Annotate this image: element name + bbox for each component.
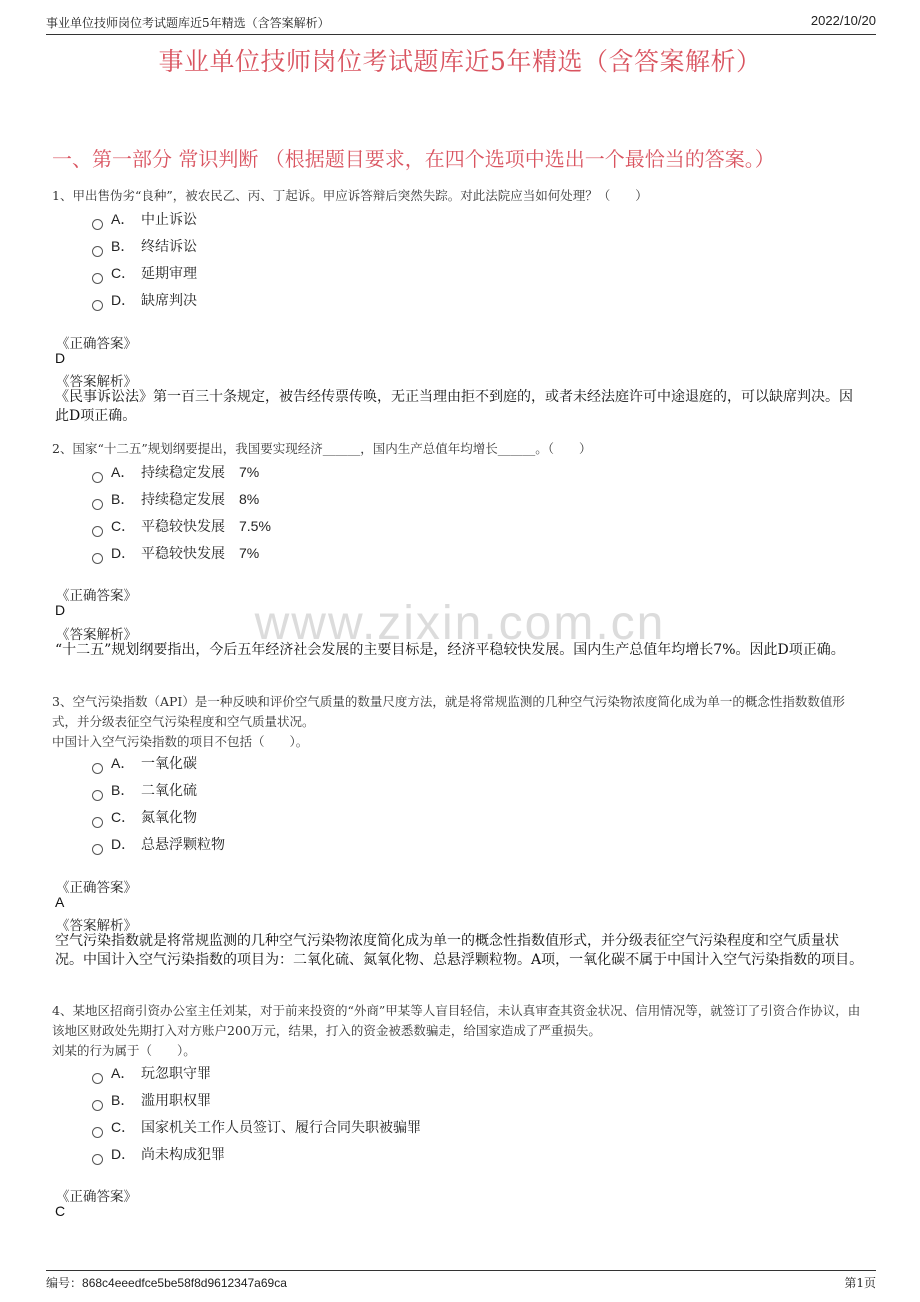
radio-icon[interactable] <box>92 1073 103 1084</box>
question-4-answer: C <box>55 1203 66 1219</box>
question-2-answer: D <box>55 602 66 618</box>
question-4-prompt: 刘某的行为属于（ ）。 <box>52 1043 196 1058</box>
question-3-option-d[interactable]: D． 总悬浮颗粒物 <box>92 834 225 854</box>
question-2-analysis: “十二五”规划纲要指出，今后五年经济社会发展的主要目标是，经济平稳较快发展。国内生产总值年均增长7%。因此D项正确。 <box>55 642 845 658</box>
page-header <box>46 12 876 35</box>
radio-icon[interactable] <box>92 1100 103 1111</box>
radio-icon[interactable] <box>92 1154 103 1165</box>
question-3-stem: 3、空气污染指数（API）是一种反映和评价空气质量的数量尺度方法，就是将常规监测的几种空气污染物浓度简化成为单一的概念性指数数值形式，并分级表征空气污染程度和空气质量状况。 <box>52 694 845 729</box>
radio-icon[interactable] <box>92 219 103 230</box>
radio-icon[interactable] <box>92 844 103 855</box>
radio-icon[interactable] <box>92 763 103 774</box>
question-4-option-d[interactable]: D． 尚未构成犯罪 <box>92 1144 225 1164</box>
radio-icon[interactable] <box>92 1127 103 1138</box>
question-3-analysis-label: 《答案解析》 <box>56 918 137 934</box>
page-number: 第1页 <box>844 1276 876 1290</box>
radio-icon[interactable] <box>92 526 103 537</box>
question-1-option-a[interactable]: A． 中止诉讼 <box>92 209 197 229</box>
question-1-answer-label: 《正确答案》 <box>56 336 137 352</box>
radio-icon[interactable] <box>92 817 103 828</box>
question-2-option-d[interactable]: D． 平稳较快发展 7% <box>92 543 259 563</box>
question-1-option-d[interactable]: D． 缺席判决 <box>92 290 197 310</box>
question-3-option-c[interactable]: C． 氮氧化物 <box>92 807 197 827</box>
question-3-answer: A <box>55 894 65 910</box>
watermark: www.zixin.com.cn <box>254 597 666 650</box>
header-date: 2022/10/20 <box>810 13 876 28</box>
question-1-analysis: 《民事诉讼法》第一百三十条规定，被告经传票传唤，无正当理由拒不到庭的，或者未经法庭许可中途退庭的，可以缺席判决。因此D项正确。 <box>55 389 853 424</box>
question-1-option-c[interactable]: C． 延期审理 <box>92 263 197 283</box>
question-2-option-c[interactable]: C． 平稳较快发展 7.5% <box>92 516 271 536</box>
radio-icon[interactable] <box>92 499 103 510</box>
document-title: 事业单位技师岗位考试题库近5年精选（含答案解析） <box>158 47 762 76</box>
question-3-analysis: 空气污染指数就是将常规监测的几种空气污染物浓度简化成为单一的概念性指数值形式，并分级表征空气污染程度和空气质量状况。中国计入空气污染指数的项目为：二氧化硫、氮氧化物、总悬浮颗粒物。A项，一氧化碳不属于中国计入空气污染指数的项目。 <box>55 933 864 968</box>
question-3-prompt: 中国计入空气污染指数的项目不包括（ ）。 <box>52 734 309 749</box>
page-footer <box>46 1270 876 1291</box>
question-2-option-b[interactable]: B． 持续稳定发展 8% <box>92 489 259 509</box>
question-3-option-a[interactable]: A． 一氧化碳 <box>92 753 197 773</box>
question-1-stem: 1、甲出售伪劣“良种”，被农民乙、丙、丁起诉。甲应诉答辩后突然失踪。对此法院应当如何处理？（ ） <box>52 188 648 203</box>
radio-icon[interactable] <box>92 273 103 284</box>
radio-icon[interactable] <box>92 300 103 311</box>
question-2-option-a[interactable]: A． 持续稳定发展 7% <box>92 462 259 482</box>
question-3-answer-label: 《正确答案》 <box>56 880 137 896</box>
question-1-analysis-label: 《答案解析》 <box>56 374 137 390</box>
section-title: 一、第一部分 常识判断 （根据题目要求，在四个选项中选出一个最恰当的答案。） <box>52 147 775 171</box>
radio-icon[interactable] <box>92 246 103 257</box>
question-3-option-b[interactable]: B． 二氧化硫 <box>92 780 197 800</box>
question-4-answer-label: 《正确答案》 <box>56 1189 137 1205</box>
question-2-stem: 2、国家“十二五”规划纲要提出，我国要实现经济______，国内生产总值年均增长______。（ ） <box>52 441 592 456</box>
question-1-answer: D <box>55 350 66 366</box>
question-1-option-b[interactable]: B． 终结诉讼 <box>92 236 197 256</box>
question-4-stem: 4、某地区招商引资办公室主任刘某，对于前来投资的“外商”甲某等人盲目轻信，未认真审查其资金状况、信用情况等，就签订了引资合作协议，由该地区财政处先期打入对方账户200万元，结果，打入的资金被悉数骗走，给国家造成了严重损失。 <box>52 1003 861 1038</box>
question-4-option-a[interactable]: A． 玩忽职守罪 <box>92 1063 211 1083</box>
radio-icon[interactable] <box>92 553 103 564</box>
document-code: 编号：868c4eeedfce5be58f8d9612347a69ca <box>46 1276 287 1290</box>
question-4-option-c[interactable]: C． 国家机关工作人员签订、履行合同失职被骗罪 <box>92 1117 421 1137</box>
question-2-answer-label: 《正确答案》 <box>56 588 137 604</box>
question-2-analysis-label: 《答案解析》 <box>56 627 137 643</box>
header-doc-title: 事业单位技师岗位考试题库近5年精选（含答案解析） <box>46 16 330 30</box>
radio-icon[interactable] <box>92 472 103 483</box>
question-4-option-b[interactable]: B． 滥用职权罪 <box>92 1090 211 1110</box>
radio-icon[interactable] <box>92 790 103 801</box>
